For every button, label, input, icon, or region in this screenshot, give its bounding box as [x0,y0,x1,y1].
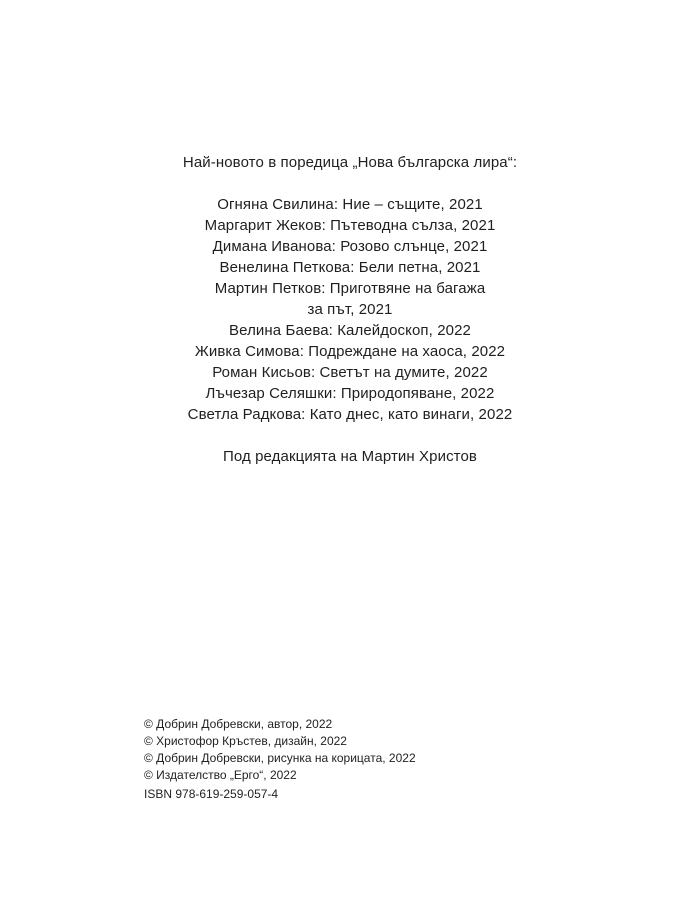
book-entry: Маргарит Жеков: Пътеводна сълза, 2021 [204,217,496,234]
book-entry: Роман Кисьов: Светът на думите, 2022 [212,364,488,381]
book-entry: Светла Радкова: Като днес, като винаги, 2022 [187,406,513,423]
series-heading: Най-новото в поредица „Нова българска лира“: [182,154,518,171]
book-entry: Велина Баева: Калейдоскоп, 2022 [229,322,471,339]
book-list [0,194,700,425]
book-entry: Лъчезар Селяшки: Природопяване, 2022 [205,385,495,402]
book-entry: Живка Симова: Подреждане на хаоса, 2022 [194,343,506,360]
copyright-line: © Добрин Добревски, автор, 2022 [144,717,333,731]
editor-credit: Под редакцията на Мартин Христов [223,448,477,465]
copyright-line: © Добрин Добревски, рисунка на корицата, 2022 [144,751,416,765]
book-entry: Димана Иванова: Розово слънце, 2021 [212,238,488,255]
book-entry: Венелина Петкова: Бели петна, 2021 [219,259,481,276]
series-block [0,152,700,467]
book-entry: Мартин Петков: Приготвяне на багажа [214,280,486,297]
book-entry: Огняна Свилина: Ние – същите, 2021 [217,196,483,213]
isbn-line: ISBN 978-619-259-057-4 [144,787,279,801]
copyright-line: © Христофор Кръстев, дизайн, 2022 [144,734,347,748]
book-entry-continuation: за път, 2021 [307,301,393,318]
colophon [144,716,416,803]
copyright-line: © Издателство „Ерго“, 2022 [144,768,297,782]
